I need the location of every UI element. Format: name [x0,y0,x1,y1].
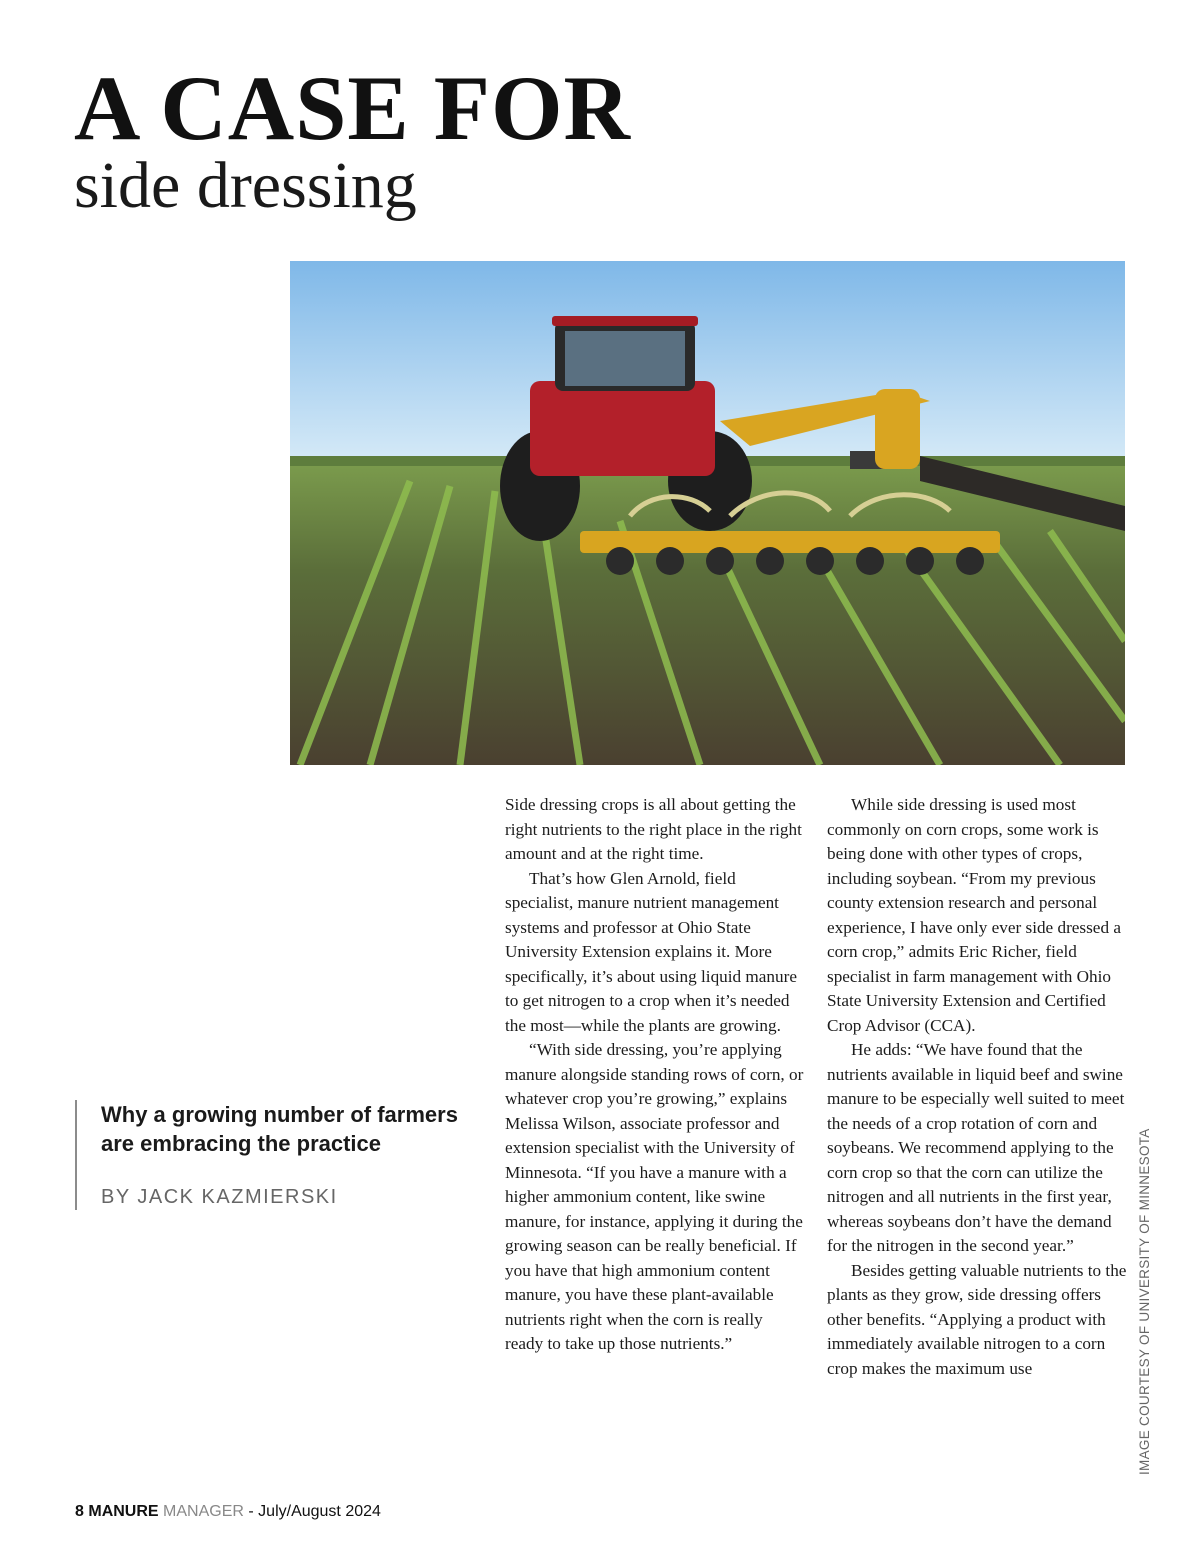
paragraph: While side dressing is used most commonly on corn crops, some work is being done with other types of crops, including soybean. “From my previous county extension research and personal experience, I have only ever side dressed a corn crop,” admits Eric Richer, field specialist in farm management with Ohio State University Extension and Certified Crop Advisor (CCA). [827,795,1121,1035]
article-deck [75,1100,485,1210]
paragraph: “With side dressing, you’re applying manure alongside standing rows of corn, or whatever crop you’re growing,” explains Melissa Wilson, associate professor and extension specialist with the University of Minnesota. “If you have a manure with a higher ammonium content, like swine manure, for instance, applying it during the growing season can be really beneficial. If you have that high ammonium content manure, you have these plant-available nutrients right when the corn is really ready to take up those nutrients.” [505,1040,804,1353]
paragraph: Besides getting valuable nutrients to the plants as they grow, side dressing offers other benefits. “Applying a product with immediately available nitrogen to a corn crop makes the maximum use [827,1260,1127,1378]
article-column-2 [827,793,1127,1381]
byline: BY JACK KAZMIERSKI [101,1186,338,1208]
page-number: 8 [75,1503,84,1520]
headline-title: A CASE FOR [74,57,631,159]
paragraph: He adds: “We have found that the nutrients available in liquid beef and swine manure to be especially well suited to meet the needs of a crop rotation of corn and soybeans. We recommend applying to the corn crop so that the corn can utilize the nitrogen and all nutrients in the first year, whereas soybeans don’t have the demand for the nitrogen in the second year.” [827,1040,1125,1255]
photo-credit: IMAGE COURTESY OF UNIVERSITY OF MINNESOTA [1137,1128,1152,1475]
brand-name-bold: MANURE [88,1503,159,1520]
paragraph: Side dressing crops is all about getting the right nutrients to the right place in the right amount and at the right time. [505,795,802,863]
issue-date: - July/August 2024 [248,1503,381,1520]
deck-text: Why a growing number of farmers are embracing the practice [101,1102,458,1156]
brand-name-light: MANAGER [163,1503,244,1520]
article-column-1 [505,793,805,1357]
paragraph: That’s how Glen Arnold, field specialist, manure nutrient management systems and professor at Ohio State University Extension explains it. More specifically, it’s about using liquid manure to get nitrogen to a crop when it’s needed the most—while the plants are growing. [505,868,797,1035]
page-footer [75,1503,381,1521]
headline-subtitle: side dressing [74,149,417,222]
article-photo [290,261,1125,765]
